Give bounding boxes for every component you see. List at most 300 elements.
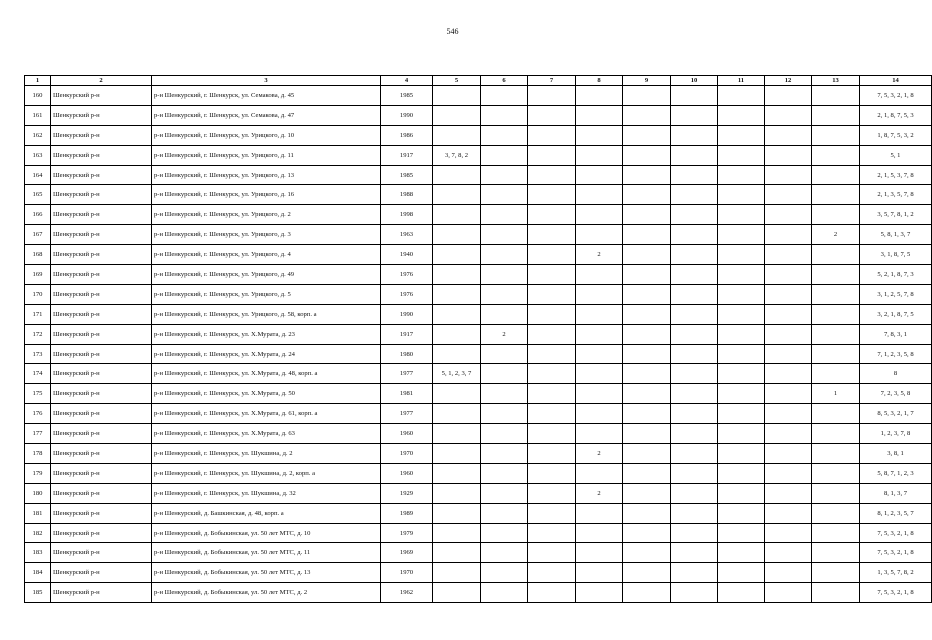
col-13-cell [812, 563, 860, 583]
col-12-cell [765, 384, 812, 404]
col-7-cell [528, 245, 576, 265]
col-9-cell [623, 165, 671, 185]
address-cell: р-н Шенкурский, г. Шенкурск, ул. Х.Мурата, д. 50 [152, 384, 381, 404]
column-header-4: 4 [381, 76, 433, 86]
row-number-cell: 167 [25, 225, 51, 245]
col-13-cell [812, 424, 860, 444]
year-built-cell: 1979 [381, 523, 433, 543]
col-7-cell [528, 304, 576, 324]
col-13-cell [812, 245, 860, 265]
col-8-cell: 2 [576, 483, 623, 503]
address-cell: р-н Шенкурский, г. Шенкурск, ул. Урицкого, д. 16 [152, 185, 381, 205]
col-11-cell [718, 265, 765, 285]
col-14-cell: 5, 8, 1, 3, 7 [860, 225, 932, 245]
col-10-cell [671, 185, 718, 205]
col-9-cell [623, 284, 671, 304]
col-12-cell [765, 344, 812, 364]
col-6-cell [481, 185, 528, 205]
col-13-cell [812, 105, 860, 125]
col-10-cell [671, 105, 718, 125]
table-row [25, 463, 932, 483]
address-cell: р-н Шенкурский, д. Бобыкинская, ул. 50 лет МТС, д. 10 [152, 523, 381, 543]
table-row [25, 523, 932, 543]
col-7-cell [528, 543, 576, 563]
row-number-cell: 172 [25, 324, 51, 344]
row-number-cell: 179 [25, 463, 51, 483]
col-11-cell [718, 583, 765, 603]
district-cell: Шенкурский р-н [51, 583, 152, 603]
col-11-cell [718, 245, 765, 265]
col-10-cell [671, 483, 718, 503]
column-header-8: 8 [576, 76, 623, 86]
year-built-cell: 1970 [381, 563, 433, 583]
address-cell: р-н Шенкурский, г. Шенкурск, ул. Х.Мурата, д. 63 [152, 424, 381, 444]
column-header-11: 11 [718, 76, 765, 86]
col-5-cell [433, 205, 481, 225]
col-13-cell [812, 324, 860, 344]
year-built-cell: 1990 [381, 304, 433, 324]
col-10-cell [671, 145, 718, 165]
col-14-cell: 2, 1, 5, 3, 7, 8 [860, 165, 932, 185]
district-cell: Шенкурский р-н [51, 444, 152, 464]
year-built-cell: 1980 [381, 344, 433, 364]
col-8-cell [576, 463, 623, 483]
row-number-cell: 178 [25, 444, 51, 464]
col-6-cell [481, 404, 528, 424]
row-number-cell: 184 [25, 563, 51, 583]
col-7-cell [528, 483, 576, 503]
col-11-cell [718, 205, 765, 225]
row-number-cell: 175 [25, 384, 51, 404]
col-6-cell [481, 444, 528, 464]
housing-registry-table [24, 75, 932, 603]
col-8-cell [576, 165, 623, 185]
col-14-cell: 3, 1, 2, 5, 7, 8 [860, 284, 932, 304]
column-header-13: 13 [812, 76, 860, 86]
col-7-cell [528, 324, 576, 344]
address-cell: р-н Шенкурский, г. Шенкурск, ул. Х.Мурата, д. 24 [152, 344, 381, 364]
col-6-cell [481, 583, 528, 603]
address-cell: р-н Шенкурский, д. Бобыкинская, ул. 50 лет МТС, д. 13 [152, 563, 381, 583]
col-11-cell [718, 284, 765, 304]
col-13-cell [812, 265, 860, 285]
col-13-cell [812, 543, 860, 563]
address-cell: р-н Шенкурский, г. Шенкурск, ул. Семакова, д. 47 [152, 105, 381, 125]
col-13-cell [812, 284, 860, 304]
col-5-cell [433, 444, 481, 464]
col-11-cell [718, 125, 765, 145]
col-7-cell [528, 284, 576, 304]
column-header-9: 9 [623, 76, 671, 86]
year-built-cell: 1970 [381, 444, 433, 464]
col-5-cell [433, 583, 481, 603]
column-header-14: 14 [860, 76, 932, 86]
row-number-cell: 164 [25, 165, 51, 185]
district-cell: Шенкурский р-н [51, 344, 152, 364]
col-6-cell [481, 463, 528, 483]
district-cell: Шенкурский р-н [51, 523, 152, 543]
district-cell: Шенкурский р-н [51, 165, 152, 185]
col-5-cell: 5, 1, 2, 3, 7 [433, 364, 481, 384]
row-number-cell: 182 [25, 523, 51, 543]
col-7-cell [528, 384, 576, 404]
year-built-cell: 1962 [381, 583, 433, 603]
table-row [25, 265, 932, 285]
col-10-cell [671, 86, 718, 106]
col-14-cell: 8 [860, 364, 932, 384]
col-7-cell [528, 185, 576, 205]
col-7-cell [528, 165, 576, 185]
col-6-cell [481, 105, 528, 125]
col-10-cell [671, 503, 718, 523]
col-13-cell [812, 483, 860, 503]
col-9-cell [623, 364, 671, 384]
col-11-cell [718, 165, 765, 185]
district-cell: Шенкурский р-н [51, 543, 152, 563]
col-6-cell [481, 364, 528, 384]
col-10-cell [671, 125, 718, 145]
col-9-cell [623, 563, 671, 583]
district-cell: Шенкурский р-н [51, 265, 152, 285]
col-7-cell [528, 205, 576, 225]
column-header-10: 10 [671, 76, 718, 86]
col-7-cell [528, 563, 576, 583]
col-11-cell [718, 145, 765, 165]
address-cell: р-н Шенкурский, г. Шенкурск, ул. Семакова, д. 45 [152, 86, 381, 106]
col-10-cell [671, 563, 718, 583]
year-built-cell: 1986 [381, 125, 433, 145]
table-row [25, 324, 932, 344]
district-cell: Шенкурский р-н [51, 503, 152, 523]
col-11-cell [718, 543, 765, 563]
col-9-cell [623, 185, 671, 205]
col-12-cell [765, 245, 812, 265]
col-11-cell [718, 463, 765, 483]
col-11-cell [718, 324, 765, 344]
col-14-cell: 5, 2, 1, 8, 7, 3 [860, 265, 932, 285]
row-number-cell: 177 [25, 424, 51, 444]
address-cell: р-н Шенкурский, г. Шенкурск, ул. Урицкого, д. 4 [152, 245, 381, 265]
col-6-cell [481, 284, 528, 304]
col-10-cell [671, 245, 718, 265]
table-row [25, 185, 932, 205]
row-number-cell: 160 [25, 86, 51, 106]
address-cell: р-н Шенкурский, г. Шенкурск, ул. Х.Мурата, д. 61, корп. а [152, 404, 381, 424]
year-built-cell: 1960 [381, 463, 433, 483]
row-number-cell: 169 [25, 265, 51, 285]
table-row [25, 165, 932, 185]
table-row [25, 583, 932, 603]
col-7-cell [528, 225, 576, 245]
col-12-cell [765, 145, 812, 165]
col-6-cell [481, 563, 528, 583]
table-row [25, 125, 932, 145]
row-number-cell: 163 [25, 145, 51, 165]
table-row [25, 424, 932, 444]
col-7-cell [528, 404, 576, 424]
col-9-cell [623, 344, 671, 364]
col-10-cell [671, 583, 718, 603]
col-11-cell [718, 503, 765, 523]
col-11-cell [718, 364, 765, 384]
col-8-cell [576, 563, 623, 583]
address-cell: р-н Шенкурский, г. Шенкурск, ул. Шукшина, д. 32 [152, 483, 381, 503]
col-8-cell [576, 404, 623, 424]
col-7-cell [528, 523, 576, 543]
col-14-cell: 3, 8, 1 [860, 444, 932, 464]
col-13-cell: 2 [812, 225, 860, 245]
table-row [25, 284, 932, 304]
col-13-cell [812, 583, 860, 603]
col-6-cell [481, 344, 528, 364]
table-row [25, 245, 932, 265]
table-row [25, 503, 932, 523]
col-7-cell [528, 503, 576, 523]
col-14-cell: 8, 1, 3, 7 [860, 483, 932, 503]
district-cell: Шенкурский р-н [51, 145, 152, 165]
col-14-cell: 2, 1, 3, 5, 7, 8 [860, 185, 932, 205]
col-5-cell [433, 105, 481, 125]
address-cell: р-н Шенкурский, г. Шенкурск, ул. Урицкого, д. 5 [152, 284, 381, 304]
table-row [25, 483, 932, 503]
table-row [25, 86, 932, 106]
col-8-cell [576, 304, 623, 324]
col-12-cell [765, 424, 812, 444]
col-12-cell [765, 364, 812, 384]
col-13-cell [812, 444, 860, 464]
col-14-cell: 8, 1, 2, 3, 5, 7 [860, 503, 932, 523]
col-8-cell [576, 503, 623, 523]
col-8-cell [576, 205, 623, 225]
col-10-cell [671, 543, 718, 563]
year-built-cell: 1998 [381, 205, 433, 225]
col-8-cell [576, 344, 623, 364]
col-13-cell: 1 [812, 384, 860, 404]
col-12-cell [765, 304, 812, 324]
col-9-cell [623, 245, 671, 265]
col-14-cell: 1, 3, 5, 7, 8, 2 [860, 563, 932, 583]
col-13-cell [812, 125, 860, 145]
col-5-cell [433, 503, 481, 523]
row-number-cell: 171 [25, 304, 51, 324]
col-9-cell [623, 304, 671, 324]
district-cell: Шенкурский р-н [51, 125, 152, 145]
col-11-cell [718, 304, 765, 324]
col-14-cell: 7, 1, 2, 3, 5, 8 [860, 344, 932, 364]
year-built-cell: 1929 [381, 483, 433, 503]
col-9-cell [623, 384, 671, 404]
col-13-cell [812, 86, 860, 106]
col-6-cell [481, 424, 528, 444]
col-5-cell [433, 125, 481, 145]
column-header-7: 7 [528, 76, 576, 86]
col-6-cell [481, 265, 528, 285]
col-11-cell [718, 344, 765, 364]
year-built-cell: 1976 [381, 284, 433, 304]
col-14-cell: 7, 5, 3, 2, 1, 8 [860, 583, 932, 603]
year-built-cell: 1988 [381, 185, 433, 205]
row-number-cell: 166 [25, 205, 51, 225]
col-14-cell: 1, 2, 3, 7, 8 [860, 424, 932, 444]
col-10-cell [671, 225, 718, 245]
year-built-cell: 1977 [381, 404, 433, 424]
district-cell: Шенкурский р-н [51, 245, 152, 265]
col-13-cell [812, 364, 860, 384]
col-12-cell [765, 463, 812, 483]
year-built-cell: 1917 [381, 324, 433, 344]
year-built-cell: 1917 [381, 145, 433, 165]
year-built-cell: 1969 [381, 543, 433, 563]
col-9-cell [623, 225, 671, 245]
col-8-cell: 2 [576, 245, 623, 265]
col-5-cell [433, 165, 481, 185]
district-cell: Шенкурский р-н [51, 284, 152, 304]
col-5-cell [433, 225, 481, 245]
table-row [25, 205, 932, 225]
col-13-cell [812, 503, 860, 523]
col-10-cell [671, 424, 718, 444]
district-cell: Шенкурский р-н [51, 205, 152, 225]
row-number-cell: 165 [25, 185, 51, 205]
year-built-cell: 1985 [381, 86, 433, 106]
col-12-cell [765, 503, 812, 523]
district-cell: Шенкурский р-н [51, 384, 152, 404]
column-header-1: 1 [25, 76, 51, 86]
year-built-cell: 1985 [381, 165, 433, 185]
col-5-cell [433, 463, 481, 483]
col-6-cell [481, 165, 528, 185]
col-12-cell [765, 105, 812, 125]
col-12-cell [765, 205, 812, 225]
year-built-cell: 1981 [381, 384, 433, 404]
col-11-cell [718, 404, 765, 424]
row-number-cell: 170 [25, 284, 51, 304]
col-12-cell [765, 583, 812, 603]
district-cell: Шенкурский р-н [51, 483, 152, 503]
col-6-cell [481, 125, 528, 145]
col-6-cell [481, 205, 528, 225]
address-cell: р-н Шенкурский, г. Шенкурск, ул. Урицкого, д. 3 [152, 225, 381, 245]
address-cell: р-н Шенкурский, г. Шенкурск, ул. Урицкого, д. 10 [152, 125, 381, 145]
district-cell: Шенкурский р-н [51, 324, 152, 344]
row-number-cell: 173 [25, 344, 51, 364]
col-8-cell [576, 424, 623, 444]
col-10-cell [671, 284, 718, 304]
row-number-cell: 176 [25, 404, 51, 424]
col-7-cell [528, 583, 576, 603]
col-6-cell [481, 304, 528, 324]
address-cell: р-н Шенкурский, г. Шенкурск, ул. Урицкого, д. 49 [152, 265, 381, 285]
col-11-cell [718, 523, 765, 543]
col-5-cell [433, 344, 481, 364]
table-row [25, 543, 932, 563]
col-8-cell [576, 543, 623, 563]
col-9-cell [623, 444, 671, 464]
col-12-cell [765, 324, 812, 344]
address-cell: р-н Шенкурский, г. Шенкурск, ул. Урицкого, д. 58, корп. а [152, 304, 381, 324]
col-11-cell [718, 384, 765, 404]
col-9-cell [623, 404, 671, 424]
table-row [25, 225, 932, 245]
col-5-cell [433, 185, 481, 205]
col-7-cell [528, 86, 576, 106]
col-12-cell [765, 404, 812, 424]
column-header-2: 2 [51, 76, 152, 86]
col-9-cell [623, 105, 671, 125]
column-header-6: 6 [481, 76, 528, 86]
row-number-cell: 181 [25, 503, 51, 523]
address-cell: р-н Шенкурский, д. Бобыкинская, ул. 50 лет МТС, д. 2 [152, 583, 381, 603]
col-14-cell: 7, 2, 3, 5, 8 [860, 384, 932, 404]
col-8-cell [576, 225, 623, 245]
col-10-cell [671, 364, 718, 384]
col-7-cell [528, 125, 576, 145]
col-6-cell: 2 [481, 324, 528, 344]
col-5-cell [433, 284, 481, 304]
col-11-cell [718, 86, 765, 106]
col-12-cell [765, 165, 812, 185]
district-cell: Шенкурский р-н [51, 185, 152, 205]
col-5-cell [433, 86, 481, 106]
table-row [25, 344, 932, 364]
col-8-cell [576, 265, 623, 285]
col-8-cell [576, 583, 623, 603]
address-cell: р-н Шенкурский, г. Шенкурск, ул. Х.Мурата, д. 23 [152, 324, 381, 344]
col-9-cell [623, 503, 671, 523]
address-cell: р-н Шенкурский, г. Шенкурск, ул. Х.Мурата, д. 48, корп. а [152, 364, 381, 384]
col-14-cell: 3, 1, 8, 7, 5 [860, 245, 932, 265]
table-row [25, 364, 932, 384]
year-built-cell: 1977 [381, 364, 433, 384]
col-8-cell [576, 125, 623, 145]
address-cell: р-н Шенкурский, г. Шенкурск, ул. Урицкого, д. 2 [152, 205, 381, 225]
col-12-cell [765, 284, 812, 304]
col-5-cell [433, 324, 481, 344]
col-9-cell [623, 483, 671, 503]
page-number: 546 [446, 27, 459, 36]
district-cell: Шенкурский р-н [51, 424, 152, 444]
col-11-cell [718, 483, 765, 503]
address-cell: р-н Шенкурский, г. Шенкурск, ул. Урицкого, д. 13 [152, 165, 381, 185]
col-11-cell [718, 563, 765, 583]
col-12-cell [765, 265, 812, 285]
address-cell: р-н Шенкурский, д. Бобыкинская, ул. 50 лет МТС, д. 11 [152, 543, 381, 563]
district-cell: Шенкурский р-н [51, 563, 152, 583]
row-number-cell: 183 [25, 543, 51, 563]
row-number-cell: 185 [25, 583, 51, 603]
col-8-cell [576, 145, 623, 165]
col-5-cell [433, 384, 481, 404]
column-header-12: 12 [765, 76, 812, 86]
col-8-cell: 2 [576, 444, 623, 464]
table-row [25, 384, 932, 404]
col-5-cell [433, 304, 481, 324]
col-13-cell [812, 205, 860, 225]
col-6-cell [481, 523, 528, 543]
col-13-cell [812, 165, 860, 185]
col-8-cell [576, 284, 623, 304]
col-10-cell [671, 384, 718, 404]
col-12-cell [765, 483, 812, 503]
col-14-cell: 7, 8, 3, 1 [860, 324, 932, 344]
col-9-cell [623, 463, 671, 483]
col-12-cell [765, 125, 812, 145]
table-row [25, 404, 932, 424]
col-7-cell [528, 444, 576, 464]
col-6-cell [481, 86, 528, 106]
col-8-cell [576, 364, 623, 384]
col-8-cell [576, 384, 623, 404]
